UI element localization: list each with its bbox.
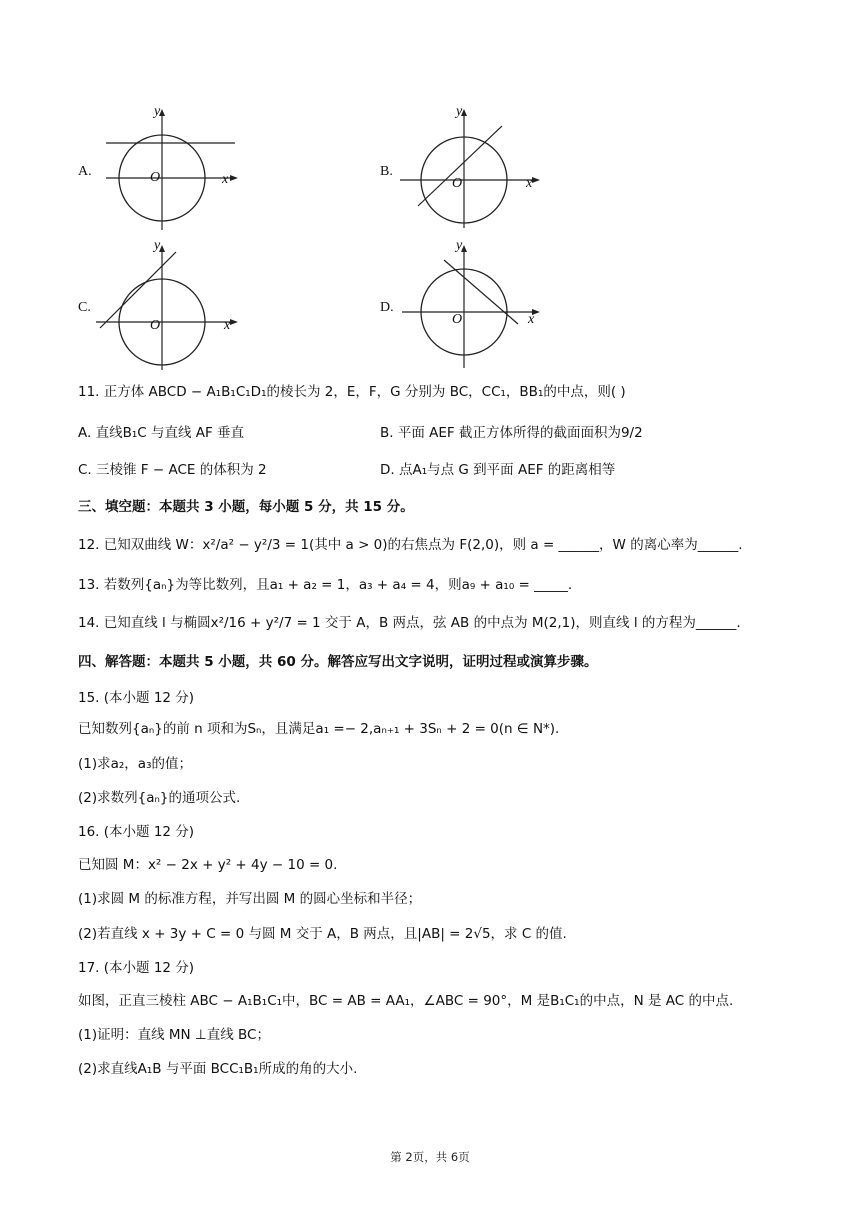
question-11-option-d: D. 点A₁与点 G 到平面 AEF 的距离相等	[380, 462, 616, 478]
question-16-part-1: (1)求圆 M 的标准方程，并写出圆 M 的圆心坐标和半径；	[78, 891, 422, 907]
figure-option-d	[380, 238, 550, 372]
origin-label: O	[150, 170, 161, 185]
x-axis-label: x	[224, 318, 231, 333]
question-11-option-b: B. 平面 AEF 截正方体所得的截面面积为9/2	[380, 425, 643, 441]
question-16-text: 已知圆 M：x² − 2x + y² + 4y − 10 = 0.	[78, 857, 338, 873]
section-4-heading: 四、解答题：本题共 5 小题，共 60 分。解答应写出文字说明，证明过程或演算步骤。	[78, 654, 598, 670]
question-16-heading: 16. (本小题 12 分)	[78, 824, 195, 840]
tangent-line	[100, 252, 176, 328]
question-15-heading: 15. (本小题 12 分)	[78, 690, 195, 706]
x-axis-arrow	[532, 177, 540, 183]
x-axis-arrow	[230, 175, 238, 181]
question-14: 14. 已知直线 l 与椭圆x²/16 + y²/7 = 1 交于 A，B 两点，弦 AB 的中点为 M(2,1)，则直线 l 的方程为______.	[78, 615, 741, 631]
question-13: 13. 若数列{aₙ}为等比数列，且a₁ + a₂ = 1，a₃ + a₄ = 4，则a₉ + a₁₀ = _____.	[78, 577, 573, 593]
origin-label: O	[452, 312, 463, 327]
question-11-option-c: C. 三棱锥 F − ACE 的体积为 2	[78, 462, 267, 478]
figure-d-label: D.	[380, 300, 394, 315]
question-17-part-1: (1)证明：直线 MN ⊥直线 BC；	[78, 1027, 270, 1043]
question-16-part-2: (2)若直线 x + 3y + C = 0 与圆 M 交于 A，B 两点，且|AB| = 2√5，求 C 的值.	[78, 926, 567, 942]
x-axis-arrow	[230, 319, 238, 325]
question-11-option-a: A. 直线B₁C 与直线 AF 垂直	[78, 425, 245, 441]
figure-option-b	[380, 106, 550, 236]
question-15-text: 已知数列{aₙ}的前 n 项和为Sₙ，且满足a₁ =− 2,aₙ₊₁ + 3Sₙ + 2 = 0(n ∈ N*).	[78, 721, 560, 737]
figure-option-c	[78, 238, 248, 372]
question-11-stem: 11. 正方体 ABCD − A₁B₁C₁D₁的棱长为 2，E，F，G 分别为 BC，CC₁，BB₁的中点，则( )	[78, 384, 626, 400]
origin-label: O	[150, 318, 161, 333]
figure-b-label: B.	[380, 164, 393, 179]
x-axis-label: x	[528, 312, 535, 327]
question-12: 12. 已知双曲线 W：x²/a² − y²/3 = 1(其中 a > 0)的右焦点为 F(2,0)，则 a = ______，W 的离心率为______.	[78, 537, 743, 553]
figure-b-graph	[380, 106, 550, 236]
x-axis-label: x	[222, 172, 229, 187]
figure-d-graph	[380, 242, 550, 372]
question-17-heading: 17. (本小题 12 分)	[78, 960, 195, 976]
line	[418, 126, 502, 206]
x-axis-label: x	[526, 176, 533, 191]
section-3-heading: 三、填空题：本题共 3 小题，每小题 5 分，共 15 分。	[78, 499, 414, 515]
question-15-part-2: (2)求数列{aₙ}的通项公式.	[78, 790, 241, 806]
question-15-part-1: (1)求a₂，a₃的值；	[78, 756, 192, 772]
figure-a-graph	[78, 106, 248, 236]
origin-label: O	[452, 176, 463, 191]
figure-option-a	[78, 106, 248, 236]
figure-c-graph	[78, 242, 248, 372]
y-axis-label: y	[456, 238, 463, 253]
y-axis-label: y	[154, 104, 161, 119]
question-17-text: 如图，正直三棱柱 ABC − A₁B₁C₁中，BC = AB = AA₁，∠ABC = 90°，M 是B₁C₁的中点，N 是 AC 的中点.	[78, 993, 734, 1009]
y-axis-label: y	[456, 104, 463, 119]
y-axis-label: y	[154, 238, 161, 253]
page-footer: 第 2页，共 6页	[390, 1150, 470, 1164]
figure-c-label: C.	[78, 300, 91, 315]
question-17-part-2: (2)求直线A₁B 与平面 BCC₁B₁所成的角的大小.	[78, 1061, 358, 1077]
figure-a-label: A.	[78, 164, 92, 179]
